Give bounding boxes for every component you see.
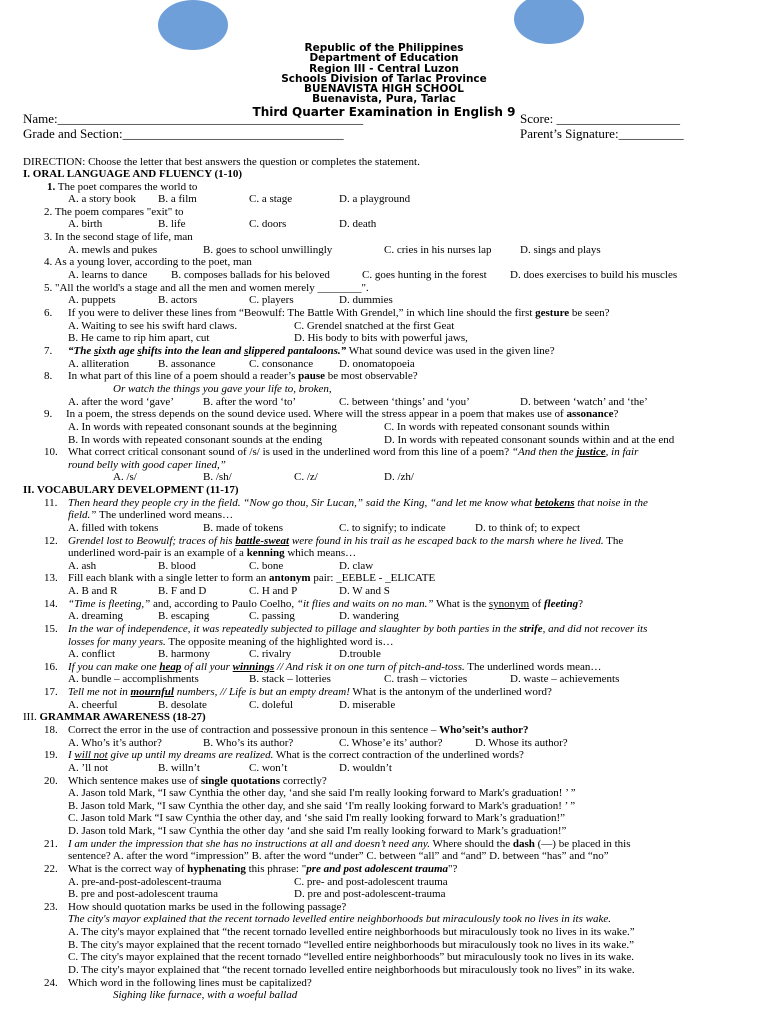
q14-text-2: What is the	[433, 598, 489, 610]
question-18	[68, 724, 528, 736]
q10-number: 10.	[44, 446, 58, 458]
q20-keyword: single quotations	[200, 775, 281, 787]
q6-option-a[interactable]: A. Waiting to see his swift hard claws.	[68, 320, 238, 332]
q13-option-d[interactable]: D. W and S	[339, 585, 390, 597]
q8-option-b[interactable]: B. after the word ‘to’	[203, 396, 297, 408]
q17-option-c[interactable]: C. doleful	[249, 699, 293, 711]
q5-option-c[interactable]: C. players	[249, 294, 294, 306]
q15-quote: In the war of independence, it was repeatedly subjected to pillage and slaughter by both parties in the	[68, 623, 520, 635]
q4-option-b[interactable]: B. composes ballads for his beloved	[171, 269, 330, 281]
q19-quote-end: give up until my dreams are realized.	[107, 749, 274, 761]
q20-number: 20.	[44, 775, 58, 787]
q15-keyword: strife	[519, 623, 543, 635]
q14-text-3: of	[529, 598, 544, 610]
question-19	[68, 749, 524, 761]
q6-text: If you were to deliver these lines from “Beowulf: The Battle With Grendel,” in which line should the first	[68, 307, 536, 319]
q22-text-end: "?	[448, 863, 458, 875]
q14-option-c[interactable]: C. passing	[249, 610, 295, 622]
q10-option-a[interactable]: A. /s/	[113, 471, 137, 483]
q21-number: 21.	[44, 838, 58, 850]
q7-text: What sound device was used in the given line?	[346, 345, 555, 357]
q22-option-d[interactable]: D. pre and post-adolescent-trauma	[294, 888, 446, 900]
q12-text-2: underlined word-pair is an example of a	[68, 547, 247, 559]
question-21	[68, 838, 631, 850]
q20-option-b[interactable]: B. Jason told Mark, “I saw Cynthia the other day, and she said ‘I'm really looking forward to Mark's graduation! ’ ”	[68, 800, 576, 812]
q20-option-a[interactable]: A. Jason told Mark, “I saw Cynthia the other day, ‘and she said I'm really looking forward to Mark's graduation! ’ ”	[68, 787, 576, 799]
q11-quote: Then heard they people cry in the field. “Now go thou, Sir Lucan,” said the King, “and let me know what	[68, 497, 535, 509]
q16-quote: If you can make one	[68, 661, 160, 673]
q12-quote: Grendel lost to Beowulf; traces of his	[68, 535, 236, 547]
q23-option-b[interactable]: B. The city's mayor explained that the recent tornado “levelled entire neighborhoods but miraculously took no lives in its wake.”	[68, 939, 634, 951]
q24-number: 24.	[44, 977, 58, 989]
question-3: 3. In the second stage of life, man	[44, 231, 193, 243]
q3-option-d[interactable]: D. sings and plays	[520, 244, 601, 256]
section-heading-3	[23, 711, 206, 723]
q19-text: What is the correct contraction of the underlined words?	[273, 749, 524, 761]
q21-text: Where should the	[429, 838, 513, 850]
q16-option-b[interactable]: B. stack – lotteries	[249, 673, 331, 685]
q18-sentence: Who’seit’s author?	[439, 724, 529, 736]
q4-option-d[interactable]: D. does exercises to build his muscles	[510, 269, 678, 281]
q9-option-d[interactable]: D. In words with repeated consonant sounds within and at the end	[384, 434, 675, 446]
q22-option-a[interactable]: A. pre-and-post-adolescent-trauma	[68, 876, 222, 888]
q11-option-a[interactable]: A. filled with tokens	[68, 522, 159, 534]
q2-option-d[interactable]: D. death	[339, 218, 377, 230]
q23-option-a[interactable]: A. The city's mayor explained that “the recent tornado levelled entire neighborhoods but miraculously took no lives in its wake.”	[68, 926, 635, 938]
q17-option-a[interactable]: A. cheerful	[68, 699, 118, 711]
q15-number: 15.	[44, 623, 58, 635]
q12-option-c[interactable]: C. bone	[249, 560, 284, 572]
question-10	[68, 446, 638, 458]
q7-option-a[interactable]: A. alliteration	[68, 358, 130, 370]
q12-text-3: which means…	[284, 547, 357, 559]
q23-number: 23.	[44, 901, 58, 913]
q17-text: What is the antonym of the underlined word?	[349, 686, 552, 698]
q13-option-b[interactable]: B. F and D	[158, 585, 207, 597]
question-16	[68, 661, 601, 673]
q15-option-d[interactable]: D.trouble	[339, 648, 381, 660]
q1-option-c[interactable]: C. a stage	[249, 193, 293, 205]
q8-text: In what part of this line of a poem should a reader’s	[68, 370, 299, 382]
letterhead	[0, 43, 768, 117]
q12-option-d[interactable]: D. claw	[339, 560, 374, 572]
q17-option-d[interactable]: D. miserable	[339, 699, 396, 711]
q17-quote: Tell me not in	[68, 686, 131, 698]
q11-option-d[interactable]: D. to think of; to expect	[475, 522, 581, 534]
q14-underlined-word: synonym	[488, 598, 530, 610]
grade-section-field[interactable]: Grade and Section:__________________________________	[23, 126, 344, 141]
q14-quote-2: “it flies and waits on no man.”	[296, 598, 434, 610]
q22-option-c[interactable]: C. pre- and post-adolescent trauma	[294, 876, 448, 888]
q22-text: What is the correct way of	[68, 863, 188, 875]
q10-underlined-word: justice	[576, 446, 606, 458]
q10-quote-line2: round belly with good caper lined,”	[68, 459, 226, 471]
q14-keyword: fleeting	[543, 598, 579, 610]
q17-underlined-word: mournful	[130, 686, 174, 698]
question-20	[68, 775, 327, 787]
q24-poem-line: Sighing like furnace, with a woeful ballad	[113, 989, 298, 1001]
q20-text-end: correctly?	[280, 775, 327, 787]
exam-title: Third Quarter Examination in English 9	[252, 104, 516, 119]
q9-number: 9.	[44, 408, 53, 420]
q5-option-a[interactable]: A. puppets	[68, 294, 116, 306]
q19-option-b[interactable]: B. willn’t	[158, 762, 200, 774]
q13-keyword: antonym	[269, 572, 311, 584]
q23-option-d[interactable]: D. The city's mayor explained that “the recent tornado levelled entire neighborhoods but miraculously took no lives” in its wake.	[68, 964, 635, 976]
q9-option-c[interactable]: C. In words with repeated consonant sounds within	[384, 421, 610, 433]
question-12	[68, 535, 623, 547]
q6-number: 6.	[44, 307, 53, 319]
q16-underlined-word-1: heap	[159, 661, 182, 673]
q8-option-d[interactable]: D. between ‘watch’ and ‘the’	[520, 396, 648, 408]
q23-passage: The city's mayor explained that the recent tornado levelled entire neighborhoods but miraculously took no lives in its wake.	[68, 913, 611, 925]
question-9	[66, 408, 618, 420]
q14-number: 14.	[44, 598, 58, 610]
q16-quote-3: // And risk it on one turn of pitch-and-toss.	[274, 661, 465, 673]
q12-keyword: kenning	[246, 547, 285, 559]
q1-option-d[interactable]: D. a playground	[339, 193, 411, 205]
q7-quote: “The	[68, 345, 94, 357]
q16-number: 16.	[44, 661, 58, 673]
question-2: 2. The poem compares "exit" to	[44, 206, 184, 218]
q7-option-d[interactable]: D. onomatopoeia	[339, 358, 415, 370]
q4-option-a[interactable]: A. learns to dance	[68, 269, 148, 281]
q3-option-c[interactable]: C. cries in his nurses lap	[384, 244, 492, 256]
q10-text: What correct critical consonant sound of /s/ is used in the underlined word from this line of a poem?	[68, 446, 512, 458]
q11-quote-end: that noise in the	[574, 497, 648, 509]
q14-option-d[interactable]: D. wandering	[339, 610, 399, 622]
q12-underlined-word: battle-sweat	[235, 535, 290, 547]
question-8	[68, 370, 418, 382]
q6-text-end: be seen?	[569, 307, 610, 319]
score-field[interactable]: Score: ___________________	[520, 111, 680, 126]
q2-option-a[interactable]: A. birth	[68, 218, 103, 230]
q22-option-b[interactable]: B. pre and post-adolescent trauma	[68, 888, 218, 900]
q9-text: In a poem, the stress depends on the sound device used. Where will the stress appear in a poem that makes use of	[66, 408, 567, 420]
header-division: Schools Division of Tarlac Province	[281, 72, 487, 85]
q18-text: Correct the error in the use of contraction and possessive pronoun in this sentence –	[68, 724, 440, 736]
q7-quote-3: hifts into the lean and	[141, 345, 245, 357]
q6-option-b[interactable]: B. He came to rip him apart, cut	[68, 332, 210, 344]
q15-quote-line2: losses for many years.	[68, 636, 166, 648]
q3-option-a[interactable]: A. mewls and pukes	[68, 244, 158, 256]
q18-option-a[interactable]: A. Who’s it’s author?	[68, 737, 162, 749]
question-15	[68, 623, 647, 635]
q14-option-b[interactable]: B. escaping	[158, 610, 210, 622]
section-3-number: III.	[23, 711, 40, 723]
q20-option-c[interactable]: C. Jason told Mark “I saw Cynthia the other day, and ‘she said I'm really looking forward to Mark’s graduation!”	[68, 812, 566, 824]
q8-text-end: be most observable?	[325, 370, 418, 382]
q12-number: 12.	[44, 535, 58, 547]
q18-option-b[interactable]: B. Who’s its author?	[203, 737, 294, 749]
q14-text: and, according to Paulo Coelho,	[150, 598, 297, 610]
q5-option-d[interactable]: D. dummies	[339, 294, 393, 306]
q10-quote-end: , in fair	[605, 446, 639, 458]
q19-option-c[interactable]: C. won’t	[249, 762, 288, 774]
q3-option-b[interactable]: B. goes to school unwillingly	[203, 244, 333, 256]
question-4: 4. As a young lover, according to the poet, man	[44, 256, 252, 268]
q20-text: Which sentence makes use of	[68, 775, 201, 787]
q22-number: 22.	[44, 863, 58, 875]
q12-text: The	[603, 535, 624, 547]
q15-option-c[interactable]: C. rivalry	[249, 648, 292, 660]
q7-option-c[interactable]: C. consonance	[249, 358, 314, 370]
q17-option-b[interactable]: B. desolate	[158, 699, 207, 711]
header-department: Department of Education	[309, 52, 459, 65]
q7-number: 7.	[44, 345, 53, 357]
header-school: BUENAVISTA HIGH SCHOOL	[304, 83, 464, 96]
header-address: Buenavista, Pura, Tarlac	[312, 93, 456, 106]
q19-number: 19.	[44, 749, 58, 761]
direction: DIRECTION: Choose the letter that best answers the question or completes the statement.	[23, 156, 420, 168]
q16-option-c[interactable]: C. trash – victories	[384, 673, 468, 685]
q19-underlined-words: will not	[74, 749, 108, 761]
deped-logo-right	[514, 0, 584, 44]
q13-option-a[interactable]: A. B and R	[68, 585, 118, 597]
q14-quote: “Time is fleeting,”	[68, 598, 151, 610]
q13-option-c[interactable]: C. H and P	[249, 585, 298, 597]
q13-text: Fill each blank with a single letter to form an	[68, 572, 270, 584]
q16-underlined-word-2: winnings	[232, 661, 275, 673]
q16-quote-2: of all your	[181, 661, 233, 673]
q22-keyword: hyphenating	[187, 863, 246, 875]
q15-option-b[interactable]: B. harmony	[158, 648, 210, 660]
question-7	[68, 345, 555, 357]
q17-quote-end: numbers, // Life is but an empty dream!	[173, 686, 350, 698]
q9-option-b[interactable]: B. In words with repeated consonant sounds at the ending	[68, 434, 323, 446]
q10-option-c[interactable]: C. /z/	[294, 471, 318, 483]
q12-option-b[interactable]: B. blood	[158, 560, 196, 572]
q16-option-d[interactable]: D. waste – achievements	[510, 673, 620, 685]
q5-option-b[interactable]: B. actors	[158, 294, 198, 306]
q8-option-a[interactable]: A. after the word ‘gave’	[68, 396, 174, 408]
q10-option-b[interactable]: B. /sh/	[203, 471, 232, 483]
parent-signature-field[interactable]: Parent’s Signature:__________	[520, 126, 684, 141]
q1-option-b[interactable]: B. a film	[158, 193, 197, 205]
question-13	[68, 572, 435, 584]
q14-text-end: ?	[578, 598, 583, 610]
q8-option-c[interactable]: C. between ‘things’ and ‘you’	[339, 396, 470, 408]
section-heading-2: II. VOCABULARY DEVELOPMENT (11-17)	[23, 484, 239, 496]
header-republic: Republic of the Philippines	[304, 42, 464, 54]
q11-number: 11.	[44, 497, 58, 509]
q22-phrase: pre and post adolescent trauma	[306, 863, 449, 875]
q10-quote: “And then the	[511, 446, 577, 458]
q10-option-d[interactable]: D. /zh/	[384, 471, 414, 483]
question-23: How should quotation marks be used in the following passage?	[68, 901, 347, 913]
q18-option-c[interactable]: C. Whose’e its’ author?	[339, 737, 443, 749]
q2-option-b[interactable]: B. life	[158, 218, 186, 230]
q19-option-d[interactable]: D. wouldn’t	[339, 762, 392, 774]
q15-quote-end: , and did not recover its	[542, 623, 648, 635]
q16-text: The underlined words mean…	[464, 661, 602, 673]
q20-option-d[interactable]: D. Jason told Mark, “I saw Cynthia the other day ‘and she said I'm really looking forward to Mark’s graduation!”	[68, 825, 567, 837]
q6-option-c[interactable]: C. Grendel snatched at the first Geat	[294, 320, 455, 332]
q11-underlined-word: betokens	[534, 497, 575, 509]
q1-option-a[interactable]: A. a story book	[68, 193, 136, 205]
q6-keyword: gesture	[535, 307, 570, 319]
q11-quote-line2: field.”	[68, 509, 97, 521]
question-11	[68, 497, 648, 509]
name-field[interactable]: Name:_______________________________________________	[23, 111, 364, 126]
q4-option-c[interactable]: C. goes hunting in the forest	[362, 269, 487, 281]
header-region: Region III - Central Luzon	[309, 62, 459, 75]
question-11-line2	[68, 509, 233, 521]
q18-number: 18.	[44, 724, 58, 736]
q21-options-line[interactable]: sentence? A. after the word “impression” B. after the word “under” C. between “all” and “and” D. between “has” and “no”	[68, 850, 609, 862]
q7-quote-2: ixth age	[98, 345, 138, 357]
question-15-line2	[68, 636, 394, 648]
q16-option-a[interactable]: A. bundle – accomplishments	[68, 673, 199, 685]
question-14	[68, 598, 583, 610]
q21-text-end: (—) be placed in this	[534, 838, 631, 850]
question-17	[68, 686, 552, 698]
q18-option-d[interactable]: D. Whose its author?	[475, 737, 568, 749]
q9-keyword: assonance	[566, 408, 614, 420]
q6-option-d[interactable]: D. His body to bits with powerful jaws,	[294, 332, 468, 344]
q8-number: 8.	[44, 370, 53, 382]
q11-option-b[interactable]: B. made of tokens	[203, 522, 284, 534]
q21-sentence: I am under the impression that she has no instructions at all and doesn’t need any.	[68, 838, 430, 850]
question-6	[68, 307, 609, 319]
q9-text-end: ?	[613, 408, 619, 420]
section-3-title: GRAMMAR AWARENESS (18-27)	[39, 711, 206, 723]
q15-option-a[interactable]: A. conflict	[68, 648, 116, 660]
q14-option-a[interactable]: A. dreaming	[68, 610, 123, 622]
q7-quote-4: lippered pantaloons.”	[248, 345, 347, 357]
q13-text-end: pair: _EEBLE - _ELICATE	[310, 572, 436, 584]
question-24: Which word in the following lines must be capitalized?	[68, 977, 312, 989]
question-22	[68, 863, 457, 875]
q11-text: The underlined word means…	[96, 509, 234, 521]
q21-keyword: dash	[512, 838, 535, 850]
q9-option-a[interactable]: A. In words with repeated consonant sounds at the beginning	[68, 421, 337, 433]
q19-quote: I	[68, 749, 75, 761]
section-heading-1: I. ORAL LANGUAGE AND FLUENCY (1-10)	[23, 168, 242, 180]
q7-s2: s	[137, 345, 142, 357]
q12-quote-end: were found in his trail as he escaped back to the marsh where he lived.	[289, 535, 604, 547]
q8-poem-line: Or watch the things you gave your life to, broken,	[113, 383, 332, 395]
q13-number: 13.	[44, 572, 58, 584]
q23-option-c[interactable]: C. The city's mayor explained that the recent tornado “levelled entire neighborhoods” but miraculously took no lives in its wake.	[68, 951, 634, 963]
q11-option-c[interactable]: C. to signify; to indicate	[339, 522, 446, 534]
q7-option-b[interactable]: B. assonance	[158, 358, 216, 370]
question-12-line2	[68, 547, 356, 559]
q8-keyword: pause	[298, 370, 326, 382]
q15-text: The opposite meaning of the highlighted word is…	[165, 636, 394, 648]
q2-option-c[interactable]: C. doors	[249, 218, 287, 230]
q7-s3: s	[244, 345, 249, 357]
q17-number: 17.	[44, 686, 58, 698]
q12-option-a[interactable]: A. ash	[68, 560, 97, 572]
q1-number: 1.	[47, 181, 56, 193]
q22-text-2: this phrase: "	[245, 863, 307, 875]
q7-s1: s	[93, 345, 99, 357]
question-1	[47, 181, 197, 193]
question-5: 5. "All the world's a stage and all the men and women merely ________".	[44, 282, 369, 294]
q1-stem: The poet compares the world to	[55, 181, 198, 193]
q19-option-a[interactable]: A. ’ll not	[68, 762, 109, 774]
